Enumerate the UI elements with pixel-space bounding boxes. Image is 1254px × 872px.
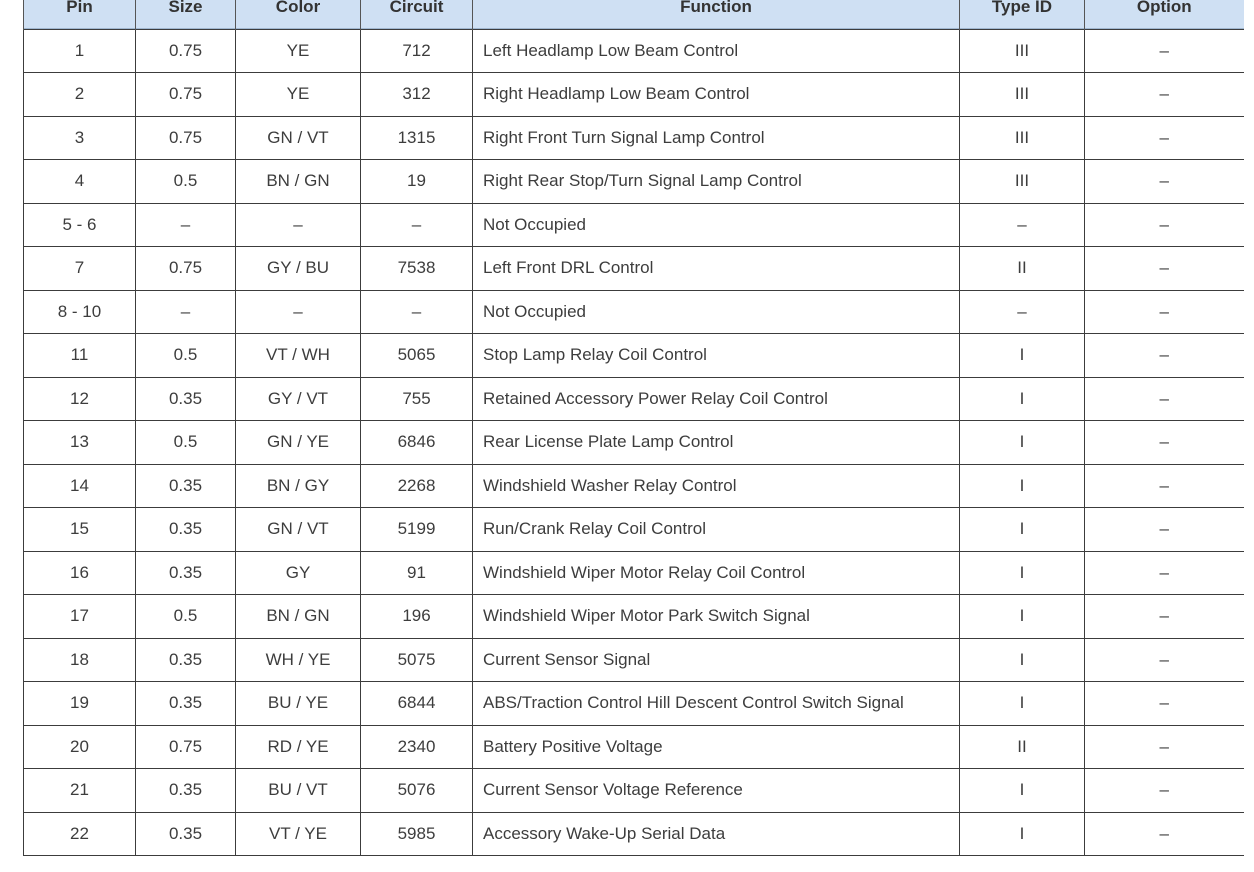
color-cell: GY / VT	[236, 377, 361, 421]
column-header-function[interactable]: Function	[473, 0, 960, 29]
size-cell: –	[136, 290, 236, 334]
circuit-cell: 91	[361, 551, 473, 595]
table-header-row	[24, 0, 1244, 29]
color-cell: –	[236, 203, 361, 247]
color-cell: BN / GN	[236, 160, 361, 204]
pin-cell: 8 - 10	[24, 290, 136, 334]
type-id-cell: II	[960, 247, 1085, 291]
type-id-cell: I	[960, 464, 1085, 508]
pin-cell: 17	[24, 595, 136, 639]
table-row	[24, 247, 1244, 291]
function-cell: Right Rear Stop/Turn Signal Lamp Control	[473, 160, 960, 204]
table-row	[24, 116, 1244, 160]
pin-cell: 18	[24, 638, 136, 682]
size-cell: 0.75	[136, 725, 236, 769]
color-cell: GN / VT	[236, 508, 361, 552]
color-cell: BN / GN	[236, 595, 361, 639]
column-header-option[interactable]: Option	[1085, 0, 1244, 29]
function-cell: Accessory Wake-Up Serial Data	[473, 812, 960, 856]
circuit-cell: 5199	[361, 508, 473, 552]
type-id-cell: –	[960, 290, 1085, 334]
size-cell: 0.5	[136, 160, 236, 204]
type-id-cell: I	[960, 508, 1085, 552]
size-cell: 0.5	[136, 421, 236, 465]
column-header-color[interactable]: Color	[236, 0, 361, 29]
type-id-cell: I	[960, 377, 1085, 421]
function-cell: Stop Lamp Relay Coil Control	[473, 334, 960, 378]
option-cell: –	[1085, 203, 1244, 247]
size-cell: 0.35	[136, 682, 236, 726]
color-cell: GN / VT	[236, 116, 361, 160]
circuit-cell: 5985	[361, 812, 473, 856]
function-cell: Rear License Plate Lamp Control	[473, 421, 960, 465]
pin-cell: 20	[24, 725, 136, 769]
table-row	[24, 638, 1244, 682]
option-cell: –	[1085, 812, 1244, 856]
column-header-size[interactable]: Size	[136, 0, 236, 29]
size-cell: 0.75	[136, 247, 236, 291]
function-cell: Right Front Turn Signal Lamp Control	[473, 116, 960, 160]
table-row	[24, 421, 1244, 465]
color-cell: –	[236, 290, 361, 334]
circuit-cell: 6844	[361, 682, 473, 726]
circuit-cell: –	[361, 203, 473, 247]
table-row	[24, 464, 1244, 508]
color-cell: VT / WH	[236, 334, 361, 378]
pin-cell: 3	[24, 116, 136, 160]
type-id-cell: –	[960, 203, 1085, 247]
size-cell: 0.5	[136, 595, 236, 639]
type-id-cell: III	[960, 73, 1085, 117]
circuit-cell: 19	[361, 160, 473, 204]
color-cell: YE	[236, 29, 361, 73]
table-row	[24, 508, 1244, 552]
pin-cell: 2	[24, 73, 136, 117]
type-id-cell: II	[960, 725, 1085, 769]
column-header-circuit[interactable]: Circuit	[361, 0, 473, 29]
table-row	[24, 595, 1244, 639]
option-cell: –	[1085, 290, 1244, 334]
color-cell: BN / GY	[236, 464, 361, 508]
table-row	[24, 551, 1244, 595]
type-id-cell: III	[960, 29, 1085, 73]
function-cell: Not Occupied	[473, 290, 960, 334]
size-cell: –	[136, 203, 236, 247]
option-cell: –	[1085, 551, 1244, 595]
circuit-cell: 6846	[361, 421, 473, 465]
table-row	[24, 377, 1244, 421]
type-id-cell: III	[960, 160, 1085, 204]
circuit-cell: 2268	[361, 464, 473, 508]
circuit-cell: 7538	[361, 247, 473, 291]
type-id-cell: I	[960, 682, 1085, 726]
size-cell: 0.35	[136, 769, 236, 813]
color-cell: VT / YE	[236, 812, 361, 856]
function-cell: Windshield Washer Relay Control	[473, 464, 960, 508]
type-id-cell: I	[960, 334, 1085, 378]
pin-cell: 21	[24, 769, 136, 813]
circuit-cell: 5076	[361, 769, 473, 813]
circuit-cell: 2340	[361, 725, 473, 769]
size-cell: 0.75	[136, 116, 236, 160]
circuit-cell: –	[361, 290, 473, 334]
circuit-cell: 755	[361, 377, 473, 421]
function-cell: Retained Accessory Power Relay Coil Control	[473, 377, 960, 421]
circuit-cell: 5075	[361, 638, 473, 682]
option-cell: –	[1085, 160, 1244, 204]
option-cell: –	[1085, 334, 1244, 378]
size-cell: 0.75	[136, 73, 236, 117]
circuit-cell: 712	[361, 29, 473, 73]
option-cell: –	[1085, 769, 1244, 813]
table-row	[24, 682, 1244, 726]
option-cell: –	[1085, 377, 1244, 421]
size-cell: 0.35	[136, 464, 236, 508]
circuit-cell: 5065	[361, 334, 473, 378]
color-cell: GN / YE	[236, 421, 361, 465]
pin-cell: 19	[24, 682, 136, 726]
function-cell: Windshield Wiper Motor Relay Coil Control	[473, 551, 960, 595]
option-cell: –	[1085, 508, 1244, 552]
table-row	[24, 769, 1244, 813]
function-cell: ABS/Traction Control Hill Descent Control Switch Signal	[473, 682, 960, 726]
table-row	[24, 29, 1244, 73]
function-cell: Windshield Wiper Motor Park Switch Signal	[473, 595, 960, 639]
color-cell: WH / YE	[236, 638, 361, 682]
pin-cell: 15	[24, 508, 136, 552]
pin-cell: 4	[24, 160, 136, 204]
function-cell: Run/Crank Relay Coil Control	[473, 508, 960, 552]
option-cell: –	[1085, 73, 1244, 117]
color-cell: GY / BU	[236, 247, 361, 291]
size-cell: 0.35	[136, 551, 236, 595]
size-cell: 0.35	[136, 508, 236, 552]
circuit-cell: 1315	[361, 116, 473, 160]
option-cell: –	[1085, 421, 1244, 465]
pin-cell: 16	[24, 551, 136, 595]
option-cell: –	[1085, 638, 1244, 682]
option-cell: –	[1085, 464, 1244, 508]
color-cell: GY	[236, 551, 361, 595]
function-cell: Right Headlamp Low Beam Control	[473, 73, 960, 117]
circuit-cell: 312	[361, 73, 473, 117]
size-cell: 0.75	[136, 29, 236, 73]
table-row	[24, 725, 1244, 769]
size-cell: 0.35	[136, 638, 236, 682]
type-id-cell: III	[960, 116, 1085, 160]
table-row	[24, 73, 1244, 117]
function-cell: Not Occupied	[473, 203, 960, 247]
type-id-cell: I	[960, 769, 1085, 813]
option-cell: –	[1085, 247, 1244, 291]
pin-cell: 1	[24, 29, 136, 73]
function-cell: Current Sensor Voltage Reference	[473, 769, 960, 813]
type-id-cell: I	[960, 812, 1085, 856]
pin-cell: 7	[24, 247, 136, 291]
option-cell: –	[1085, 29, 1244, 73]
size-cell: 0.35	[136, 377, 236, 421]
size-cell: 0.35	[136, 812, 236, 856]
function-cell: Current Sensor Signal	[473, 638, 960, 682]
column-header-type-id[interactable]: Type ID	[960, 0, 1085, 29]
pin-cell: 5 - 6	[24, 203, 136, 247]
table-row	[24, 160, 1244, 204]
table-row	[24, 290, 1244, 334]
function-cell: Left Headlamp Low Beam Control	[473, 29, 960, 73]
function-cell: Left Front DRL Control	[473, 247, 960, 291]
type-id-cell: I	[960, 551, 1085, 595]
column-header-pin[interactable]: Pin	[24, 0, 136, 29]
pinout-table	[23, 0, 1244, 856]
pin-cell: 13	[24, 421, 136, 465]
table-body	[24, 29, 1244, 856]
circuit-cell: 196	[361, 595, 473, 639]
pin-cell: 12	[24, 377, 136, 421]
pin-cell: 14	[24, 464, 136, 508]
option-cell: –	[1085, 595, 1244, 639]
type-id-cell: I	[960, 638, 1085, 682]
table-row	[24, 334, 1244, 378]
option-cell: –	[1085, 725, 1244, 769]
table-row	[24, 812, 1244, 856]
color-cell: YE	[236, 73, 361, 117]
table-row	[24, 203, 1244, 247]
color-cell: BU / VT	[236, 769, 361, 813]
color-cell: RD / YE	[236, 725, 361, 769]
color-cell: BU / YE	[236, 682, 361, 726]
pin-cell: 22	[24, 812, 136, 856]
pin-cell: 11	[24, 334, 136, 378]
type-id-cell: I	[960, 595, 1085, 639]
function-cell: Battery Positive Voltage	[473, 725, 960, 769]
type-id-cell: I	[960, 421, 1085, 465]
size-cell: 0.5	[136, 334, 236, 378]
option-cell: –	[1085, 116, 1244, 160]
option-cell: –	[1085, 682, 1244, 726]
